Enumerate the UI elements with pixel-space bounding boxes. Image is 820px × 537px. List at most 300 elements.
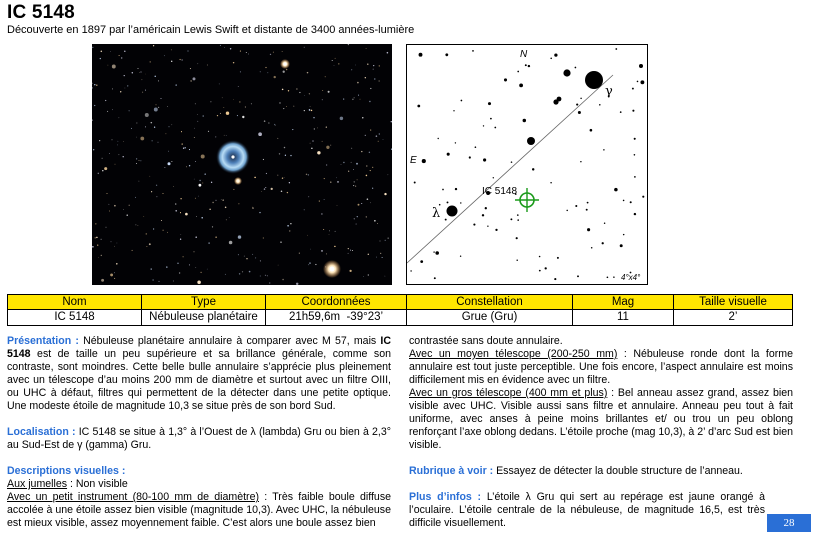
background-star (189, 165, 190, 166)
background-star (366, 175, 368, 177)
background-star (370, 202, 371, 203)
background-star (219, 84, 220, 85)
rubrique-paragraph (409, 465, 793, 478)
background-star (244, 256, 245, 257)
background-star (119, 55, 120, 56)
background-star (202, 115, 204, 117)
chart-star (630, 201, 632, 203)
chart-star (550, 182, 551, 183)
background-star (223, 107, 224, 108)
chart-star (634, 176, 636, 178)
background-star (146, 233, 148, 235)
background-star (374, 220, 376, 222)
background-star (209, 209, 210, 210)
background-star (248, 54, 249, 55)
presentation-object-name: IC 5148 (7, 335, 392, 360)
chart-star (517, 214, 519, 216)
background-star (201, 155, 205, 159)
background-star (114, 205, 116, 207)
background-star (171, 61, 172, 62)
background-star (95, 237, 96, 238)
background-star (311, 148, 312, 149)
page-title: IC 5148 (7, 2, 75, 23)
background-star (355, 186, 356, 187)
background-star (352, 99, 353, 100)
cell-coordonnees: 21h59,6m -39°23’ (266, 310, 407, 326)
chart-star (586, 209, 588, 211)
background-star (195, 103, 196, 104)
background-star (328, 91, 330, 93)
background-star (264, 120, 266, 122)
background-star (132, 72, 133, 73)
chart-star (632, 110, 634, 112)
background-star (263, 159, 264, 160)
background-star (242, 271, 243, 272)
background-star (230, 48, 231, 49)
background-star (266, 173, 267, 174)
background-star (329, 231, 330, 232)
chart-star (475, 146, 477, 148)
background-star (374, 78, 375, 79)
background-star (186, 166, 187, 167)
background-star (255, 257, 256, 258)
background-star (118, 141, 119, 142)
background-star (296, 283, 298, 285)
background-star (114, 246, 115, 247)
chart-star (494, 127, 496, 129)
background-star (240, 71, 241, 72)
background-star (348, 44, 349, 45)
chart-star (554, 53, 557, 56)
chart-star (532, 168, 534, 170)
background-star (140, 160, 141, 161)
background-star (271, 188, 273, 190)
background-star (340, 117, 343, 120)
background-star (179, 272, 180, 273)
header-constellation: Constellation (407, 295, 573, 310)
background-star (145, 90, 146, 91)
background-star (260, 260, 261, 261)
background-star (189, 149, 190, 150)
background-star (196, 216, 197, 217)
chart-star (623, 200, 625, 202)
chart-star (550, 58, 552, 60)
background-star (109, 153, 110, 154)
background-star (221, 199, 222, 200)
chart-star (632, 88, 634, 90)
chart-star (613, 276, 615, 278)
chart-star (460, 255, 461, 256)
background-star (296, 88, 297, 89)
background-star (179, 59, 180, 60)
background-star (152, 140, 153, 141)
chart-star (599, 104, 601, 106)
background-star (107, 111, 108, 112)
background-star (158, 80, 159, 81)
background-star (239, 273, 240, 274)
descriptions-label: Descriptions visuelles : (7, 465, 126, 477)
background-star (152, 279, 153, 280)
background-star (368, 254, 369, 255)
background-star (193, 77, 196, 80)
chart-star (485, 207, 487, 209)
background-star (125, 88, 126, 89)
header-coordonnees: Coordonnées (266, 295, 407, 310)
chart-star (442, 189, 444, 191)
background-star (104, 167, 107, 170)
background-star (290, 155, 291, 156)
background-star (252, 207, 253, 208)
chart-star (620, 111, 622, 113)
chart-star (590, 129, 593, 132)
chart-star (539, 270, 541, 272)
background-star (361, 151, 362, 152)
background-star (225, 274, 226, 275)
background-star (337, 181, 339, 183)
chart-star (615, 48, 617, 50)
continuation-text: contrastée sans doute annulaire. (409, 335, 563, 347)
background-star (189, 264, 190, 265)
background-star (326, 253, 327, 254)
background-star (379, 65, 380, 66)
background-star (357, 179, 358, 180)
background-star (140, 137, 144, 141)
left-column (7, 335, 391, 530)
background-star (306, 174, 307, 175)
page-number: 28 (767, 514, 811, 532)
background-star (237, 115, 238, 116)
background-star (282, 279, 284, 281)
moyen-telescope-text: : Nébuleuse ronde dont la forme annulaire est tout juste perceptible. Une fois encore, l’aspect annulaire est moins difficilement mis en évidence avec un filtre. (409, 348, 793, 386)
gros-telescope-label: Avec un gros télescope (400 mm et plus) (409, 387, 608, 399)
background-star (343, 162, 344, 163)
background-star (165, 133, 166, 134)
background-star (265, 67, 266, 68)
background-star (154, 108, 158, 112)
background-star (120, 91, 121, 92)
table-row (8, 310, 793, 326)
background-star (194, 137, 195, 138)
background-star (169, 126, 170, 127)
background-star (222, 199, 224, 201)
background-star (145, 74, 146, 75)
background-star (349, 270, 351, 272)
background-star (139, 72, 140, 73)
background-star (102, 158, 103, 159)
chart-star (523, 119, 526, 122)
background-star (380, 253, 381, 254)
background-star (109, 204, 110, 205)
chart-star (634, 213, 636, 215)
background-star (246, 258, 247, 259)
background-star (168, 162, 171, 165)
jumelles-label: Aux jumelles (7, 478, 68, 490)
background-star (289, 230, 290, 231)
header-type: Type (142, 295, 266, 310)
background-star (317, 151, 320, 154)
background-star (242, 116, 244, 118)
background-star (215, 200, 216, 201)
background-star (304, 47, 305, 48)
background-star (101, 279, 104, 282)
background-star (136, 163, 137, 164)
background-star (155, 76, 156, 77)
petit-instrument-label: Avec un petit instrument (80-100 mm de diamètre) (7, 491, 259, 503)
background-star (249, 271, 251, 273)
field-size-label: 4°x4° (621, 273, 641, 282)
background-star (252, 207, 253, 208)
chart-star (419, 53, 423, 57)
background-star (110, 51, 111, 52)
background-star (166, 266, 168, 268)
background-star (112, 65, 116, 69)
background-star (238, 235, 241, 238)
header-nom: Nom (8, 295, 142, 310)
background-star (197, 63, 198, 64)
chart-star (472, 50, 474, 52)
background-star (161, 220, 162, 221)
chart-star (602, 242, 604, 244)
background-star (129, 205, 130, 206)
chart-star (604, 222, 605, 223)
chart-star (578, 111, 581, 114)
background-star (112, 88, 113, 89)
background-star (204, 173, 206, 175)
chart-star (455, 142, 456, 143)
background-star (335, 231, 336, 232)
right-column (409, 335, 793, 530)
background-star (372, 167, 373, 168)
background-star (238, 254, 239, 255)
chart-star (580, 98, 581, 99)
background-star (117, 243, 118, 244)
background-star (156, 185, 157, 186)
background-star (357, 82, 359, 84)
chart-star (517, 71, 519, 73)
background-star (267, 72, 268, 73)
background-star (142, 92, 143, 93)
background-star (355, 65, 356, 66)
background-star (376, 257, 377, 258)
localisation-label: Localisation : (7, 426, 76, 438)
background-star (136, 123, 137, 124)
background-star (98, 257, 99, 258)
background-star (368, 274, 369, 275)
background-star (119, 154, 120, 155)
background-star (124, 50, 126, 52)
background-star (326, 146, 329, 149)
chart-star (580, 161, 581, 162)
background-star (173, 186, 174, 187)
background-star (92, 87, 93, 88)
background-star (274, 124, 275, 125)
lambda-label: λ (432, 206, 441, 221)
background-star (307, 235, 308, 236)
background-star (280, 241, 282, 243)
presentation-text-1: Nébuleuse planétaire annulaire à comparer avec M 57, mais (78, 335, 381, 347)
background-star (335, 58, 336, 59)
background-star (98, 173, 99, 174)
background-star (109, 211, 110, 212)
jumelles-paragraph (7, 478, 391, 491)
background-star (351, 69, 352, 70)
background-star (224, 47, 225, 48)
background-star (215, 237, 216, 238)
background-star (92, 246, 94, 248)
background-star (220, 45, 221, 46)
background-star (259, 212, 260, 213)
background-star (115, 164, 116, 165)
background-star (97, 244, 98, 245)
background-star (267, 275, 268, 276)
background-star (208, 131, 209, 132)
background-star (315, 264, 316, 265)
chart-star (545, 267, 547, 269)
chart-star (607, 276, 609, 278)
background-star (310, 143, 311, 144)
chart-star (488, 102, 491, 105)
header-mag: Mag (573, 295, 674, 310)
rubrique-text: Essayez de détecter la double structure de l’anneau. (493, 465, 743, 477)
background-star (304, 209, 305, 210)
background-star (246, 52, 247, 53)
target-label: IC 5148 (482, 186, 518, 197)
background-star (182, 256, 183, 257)
chart-star (445, 53, 448, 56)
background-star (329, 234, 330, 235)
background-star (275, 125, 276, 126)
background-star (150, 61, 151, 62)
background-star (373, 69, 374, 70)
background-star (93, 149, 94, 150)
east-label: E (410, 155, 417, 166)
nebula-photo (92, 44, 392, 285)
background-star (279, 102, 280, 103)
background-star (127, 215, 128, 216)
chart-star (447, 201, 449, 203)
background-star (270, 54, 271, 55)
background-star (226, 219, 227, 220)
background-star (121, 57, 122, 58)
background-star (222, 97, 223, 98)
background-star (336, 177, 337, 178)
background-star (391, 121, 392, 122)
background-star (310, 249, 311, 250)
background-star (183, 148, 184, 149)
background-star (269, 282, 270, 283)
background-star (277, 138, 278, 139)
chart-star (642, 196, 644, 198)
background-star (136, 225, 137, 226)
background-star (354, 218, 355, 219)
background-star (283, 108, 284, 109)
background-star (229, 241, 233, 245)
background-star (171, 50, 172, 51)
chart-star (483, 158, 486, 161)
background-star (156, 196, 157, 197)
background-star (208, 242, 209, 243)
chart-star (417, 105, 420, 108)
background-star (135, 197, 136, 198)
background-star (326, 127, 327, 128)
background-star (195, 198, 196, 199)
background-star (324, 199, 325, 200)
background-star (254, 177, 256, 179)
chart-star (587, 202, 589, 204)
background-star (319, 201, 320, 202)
background-star (233, 62, 234, 63)
background-star (106, 227, 107, 228)
chart-star (539, 256, 541, 258)
background-star (199, 184, 202, 187)
background-star (322, 90, 323, 91)
background-star (116, 263, 118, 265)
background-star (207, 269, 208, 270)
background-star (154, 127, 155, 128)
background-star (138, 68, 139, 69)
chart-star (557, 257, 559, 259)
background-star (299, 253, 300, 254)
background-star (114, 278, 115, 279)
moyen-telescope-label: Avec un moyen télescope (200-250 mm) (409, 348, 618, 360)
background-star (212, 202, 213, 203)
background-star (282, 51, 283, 52)
rubrique-label: Rubrique à voir : (409, 465, 494, 477)
background-star (274, 76, 276, 78)
background-star (173, 281, 174, 282)
background-star (140, 71, 141, 72)
background-star (380, 241, 381, 242)
background-star (260, 71, 261, 72)
background-star (96, 237, 98, 239)
background-star (348, 253, 349, 254)
background-star (194, 128, 195, 129)
background-star (321, 250, 323, 252)
background-star (378, 141, 379, 142)
background-star (212, 226, 213, 227)
chart-star (511, 161, 513, 163)
background-star (382, 257, 383, 258)
background-star (167, 106, 168, 107)
background-star (162, 230, 163, 231)
background-star (164, 55, 165, 56)
background-star (132, 250, 133, 251)
background-star (180, 234, 181, 235)
background-star (95, 223, 96, 224)
cell-nom: IC 5148 (8, 310, 142, 326)
background-star (286, 69, 288, 71)
background-star (323, 229, 324, 230)
background-star (210, 101, 211, 102)
background-star (193, 251, 194, 252)
background-star (184, 147, 186, 149)
background-star (321, 213, 322, 214)
background-star (391, 149, 392, 150)
background-star (353, 185, 354, 186)
chart-star (414, 182, 416, 184)
background-star (373, 65, 374, 66)
chart-star (433, 251, 434, 252)
gros-telescope-text: : Bel anneau assez grand, assez bien visible avec UHC. Visible aussi sans filtre et annulaire. Anneau peu tout à fait uniforme, avec anses à peine moins brillantes et/ ou trou un peu oblong renforçant l’axe oblong dedans. L’étoile proche (mag 10,3), à 2’ d’arc Sud est bien visible. (409, 387, 794, 451)
chart-star (453, 110, 454, 111)
background-star (356, 163, 358, 165)
background-star (224, 135, 225, 136)
background-star (265, 187, 266, 188)
infos-text: L’étoile λ Gru qui sert au repérage est jaune orangé à l’oculaire. L’étoile centrale de la nébuleuse, de magnitude 16,5, est très difficile visuellement. (409, 491, 765, 529)
background-star (362, 117, 363, 118)
background-star (145, 126, 146, 127)
background-star (385, 240, 386, 241)
